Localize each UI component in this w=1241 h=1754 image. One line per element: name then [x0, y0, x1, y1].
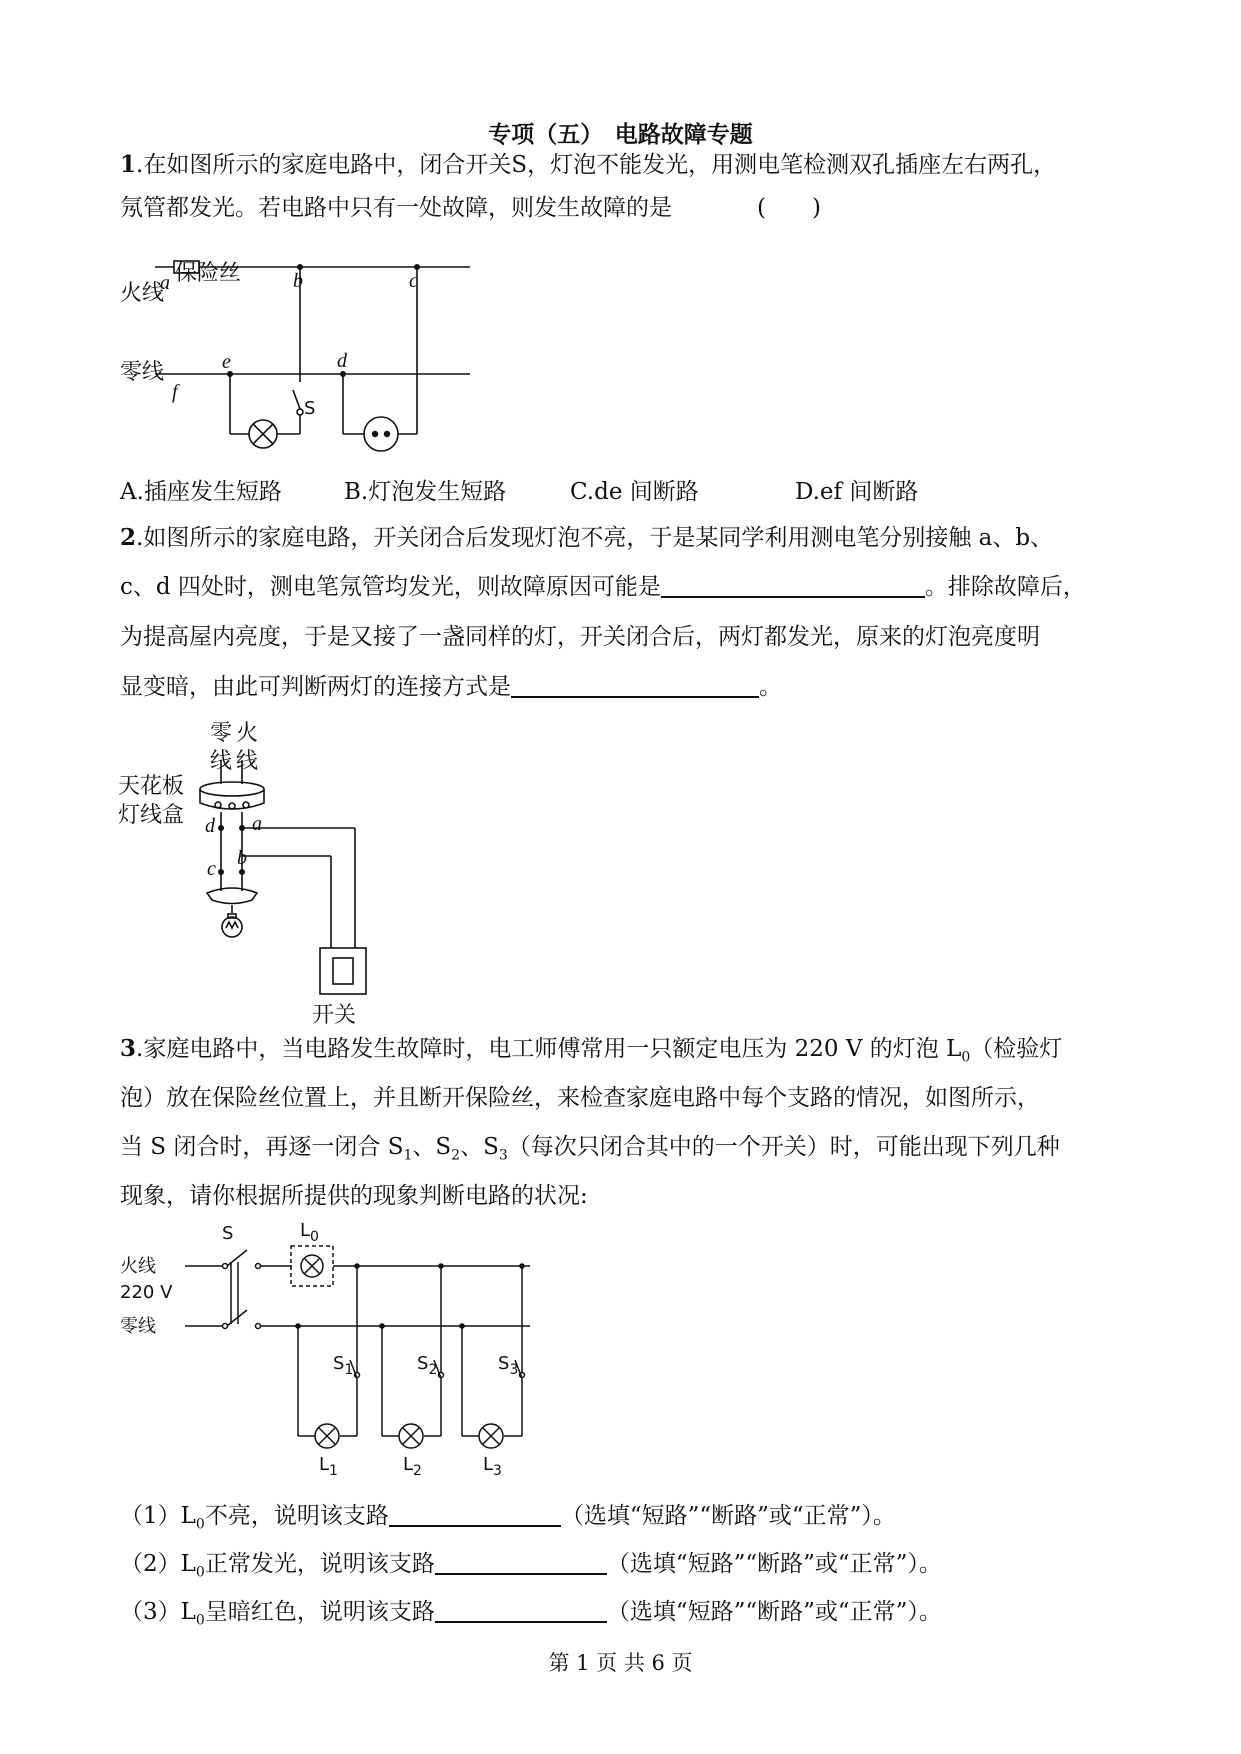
q3-sub3: [120, 1597, 942, 1636]
q3-l1-label: $L_1$: [319, 1454, 338, 1479]
q2-text-4b: 。: [759, 674, 782, 700]
q2-ceiling-label-2: 灯线盒: [118, 803, 185, 828]
q2-live-char: 火: [236, 721, 259, 746]
q2-text-2b: 。排除故障后，: [924, 574, 1086, 600]
q1-number: 1: [120, 151, 137, 178]
q3-sub3-choice: （选填“短路”“断路”或“正常”）。: [606, 1599, 942, 1625]
q2-switch-label: 开关: [312, 1003, 357, 1028]
q2-text-3: 为提高屋内亮度，于是又接了一盏同样的灯，开关闭合后，两灯都发光，原来的灯泡亮度明: [120, 624, 1040, 650]
page-title: 专项（五） 电路故障专题: [488, 121, 753, 148]
q3-text-1b: （检验灯: [970, 1036, 1063, 1062]
q3-sub2-zero: 0: [195, 1564, 205, 1581]
q1-neutral-label: 零线: [120, 360, 165, 385]
page-footer: 第 1 页 共 6 页: [548, 1651, 693, 1675]
q1-point-b: b: [293, 270, 303, 292]
q3-sub3-blank[interactable]: [435, 1597, 607, 1623]
q1-fuse-label: 保险丝: [175, 261, 242, 286]
q3-text-3b: （每次只闭合其中的一个开关）时，可能出现下列几种: [507, 1134, 1060, 1160]
q1-option-d[interactable]: D.ef 间断路: [795, 479, 919, 505]
q3-l0-label: $L_0$: [300, 1220, 319, 1245]
q2-neutral-char: 零: [210, 721, 233, 746]
q1-option-c[interactable]: C.de 间断路: [570, 479, 699, 505]
q3-sub2-choice: （选填“短路”“断路”或“正常”）。: [606, 1551, 942, 1577]
q1-point-c: c: [409, 270, 418, 292]
q3-s1-label: $S_1$: [333, 1353, 354, 1378]
q1-point-f: f: [172, 381, 178, 403]
q2-wire-char-2: 线: [236, 749, 259, 774]
q3-sub1-label: （1）L: [120, 1503, 196, 1529]
q3-sub3-zero: 0: [195, 1612, 205, 1629]
q3-text-2: 泡）放在保险丝位置上，并且断开保险丝，来检查家庭电路中每个支路的情况，如图所示，: [120, 1085, 1040, 1111]
q2-wire-char-1: 线: [210, 749, 233, 774]
q3-sub2-text: 正常发光，说明该支路: [204, 1551, 435, 1577]
q3-sub1-choice: （选填“短路”“断路”或“正常”）。: [560, 1503, 896, 1529]
q3-s2-subscript: 2: [451, 1147, 461, 1164]
q3-live-label: 火线: [120, 1256, 156, 1277]
q1-text-2: 氖管都发光。若电路中只有一处故障，则发生故障的是: [120, 195, 672, 221]
q1-point-e: e: [222, 351, 231, 373]
q3-text-1: .家庭电路中，当电路发生故障时，电工师傅常用一只额定电压为 220 V 的灯泡 L: [136, 1036, 962, 1062]
q3-number: 3: [120, 1035, 137, 1062]
q3-sub3-text: 呈暗红色，说明该支路: [204, 1599, 435, 1625]
q1-option-a[interactable]: A.插座发生短路: [120, 479, 282, 505]
q2-text-4a: 显变暗，由此可判断两灯的连接方式是: [120, 674, 511, 700]
q3-main-switch-s: S: [222, 1223, 234, 1244]
q3-l2-label: $L_2$: [403, 1454, 422, 1479]
q3-sub2-blank[interactable]: [435, 1549, 607, 1575]
q2-point-c: c: [207, 858, 216, 880]
q2-point-a: a: [252, 813, 262, 835]
q1-option-b[interactable]: B.灯泡发生短路: [344, 479, 507, 505]
q2-point-b: b: [237, 847, 247, 869]
q3-l3-label: $L_3$: [483, 1454, 502, 1479]
q3-neutral-label: 零线: [120, 1316, 156, 1337]
q2-point-d: d: [205, 815, 215, 837]
q3-sub3-label: （3）L: [120, 1599, 196, 1625]
q3-l0-subscript: 0: [961, 1049, 971, 1066]
q3-sub1-blank[interactable]: [389, 1501, 561, 1527]
q3-sub2-label: （2）L: [120, 1551, 196, 1577]
q1-text-1: .在如图所示的家庭电路中，闭合开关S，灯泡不能发光，用测电笔检测双孔插座左右两孔，: [136, 152, 1057, 178]
q3-s3-subscript: 3: [498, 1147, 508, 1164]
q3-voltage-label: 220 V: [120, 1282, 173, 1303]
q3-sep-1: 、S: [412, 1134, 452, 1160]
q3-s1-subscript: 1: [403, 1147, 413, 1164]
q1-switch-s: S: [304, 398, 316, 419]
q3-sub1-text: 不亮，说明该支路: [204, 1503, 389, 1529]
q2-ceiling-label-1: 天花板: [118, 774, 185, 799]
q3-s3-label: $S_3$: [498, 1353, 519, 1378]
q1-point-d: d: [337, 350, 347, 372]
q1-point-a: a: [160, 272, 170, 294]
q3-sub1: [120, 1501, 896, 1540]
q3-sep-2: 、S: [460, 1134, 499, 1160]
q2-text-1: .如图所示的家庭电路，开关闭合后发现灯泡不亮，于是某同学利用测电笔分别接触 a、b、: [136, 525, 1054, 551]
q1-live-label: 火线: [120, 281, 165, 306]
q3-sub1-zero: 0: [195, 1516, 205, 1533]
q2-number: 2: [120, 524, 137, 551]
q1-answer-paren: ( ): [757, 195, 821, 221]
q2-text-2a: c、d 四处时，测电笔氖管均发光，则故障原因可能是: [120, 574, 661, 600]
q3-text-4: 现象，请你根据所提供的现象判断电路的状况:: [120, 1183, 588, 1209]
q3-s2-label: $S_2$: [417, 1353, 438, 1378]
q3-sub2: [120, 1549, 942, 1588]
q3-text-3a: 当 S 闭合时，再逐一闭合 S: [120, 1134, 404, 1160]
